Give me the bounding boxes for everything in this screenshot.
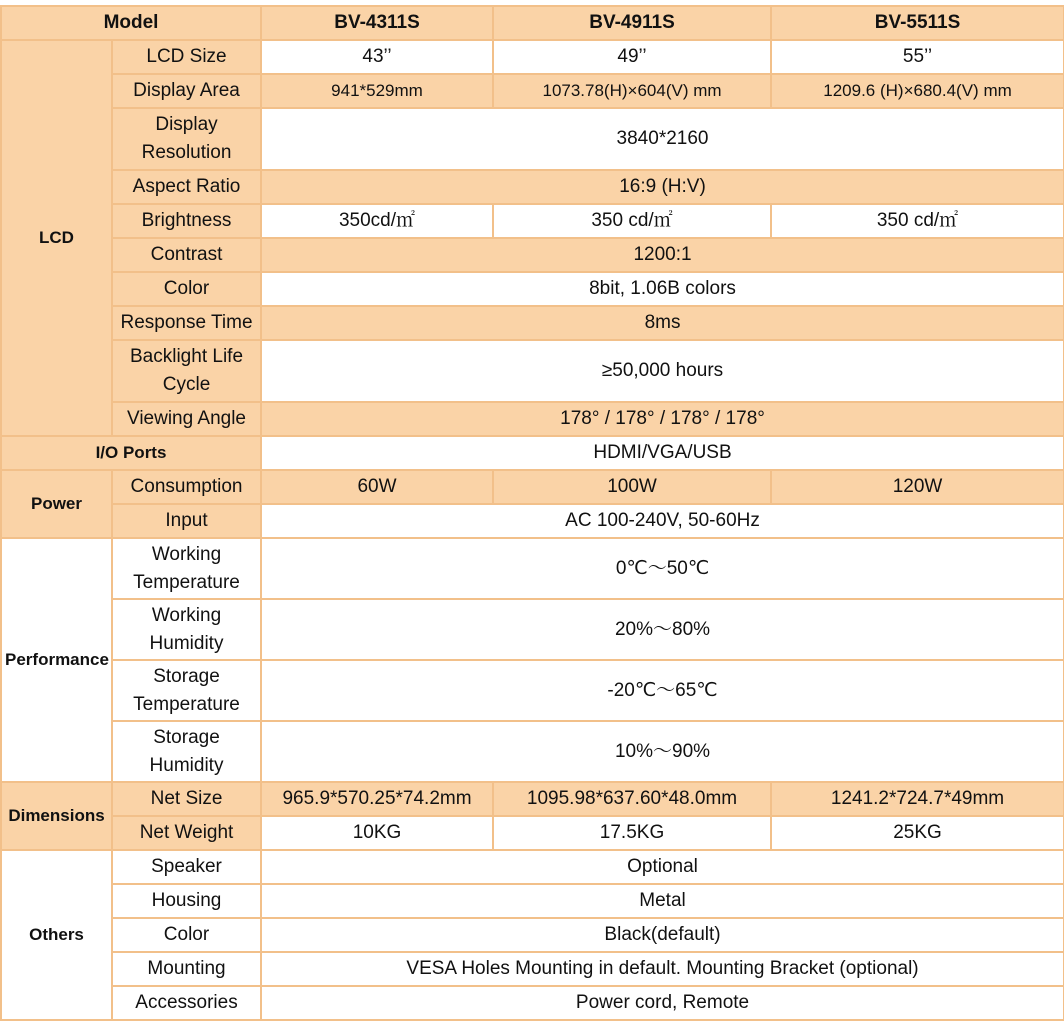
table-row — [1, 986, 1064, 1020]
header-model: Model — [1, 6, 261, 40]
cell-value: 350 cd/㎡ — [493, 204, 771, 238]
row-label: Backlight Life Cycle — [112, 340, 261, 402]
table-row — [1, 782, 1064, 816]
cell-value: 60W — [261, 470, 493, 504]
cell-value: Metal — [261, 884, 1064, 918]
cell-value: 55’’ — [771, 40, 1064, 74]
cell-value: AC 100-240V, 50-60Hz — [261, 504, 1064, 538]
cell-value: 0℃～50℃ — [261, 538, 1064, 599]
table-row — [1, 272, 1064, 306]
category-lcd: LCD — [1, 40, 112, 436]
table-row — [1, 170, 1064, 204]
cell-value: Power cord, Remote — [261, 986, 1064, 1020]
cell-value: 1200:1 — [261, 238, 1064, 272]
cell-value: 1241.2*724.7*49mm — [771, 782, 1064, 816]
table-row — [1, 816, 1064, 850]
cell-value: 350cd/㎡ — [261, 204, 493, 238]
row-label: Brightness — [112, 204, 261, 238]
row-label: Working Humidity — [112, 599, 261, 660]
row-label: Mounting — [112, 952, 261, 986]
cell-value: 20%～80% — [261, 599, 1064, 660]
cell-value: 350 cd/㎡ — [771, 204, 1064, 238]
cell-value: 10%～90% — [261, 721, 1064, 782]
cell-value: 100W — [493, 470, 771, 504]
header-model-3: BV-5511S — [771, 6, 1064, 40]
cell-value: 49’’ — [493, 40, 771, 74]
header-row — [1, 6, 1064, 40]
table-row — [1, 470, 1064, 504]
row-label: Aspect Ratio — [112, 170, 261, 204]
cell-value: 25KG — [771, 816, 1064, 850]
row-label: Consumption — [112, 470, 261, 504]
cell-value: 17.5KG — [493, 816, 771, 850]
row-label: LCD Size — [112, 40, 261, 74]
cell-value: 3840*2160 — [261, 108, 1064, 170]
table-row — [1, 204, 1064, 238]
row-label: Input — [112, 504, 261, 538]
row-label: Working Temperature — [112, 538, 261, 599]
row-label: Display Area — [112, 74, 261, 108]
cell-value: 120W — [771, 470, 1064, 504]
cell-value: VESA Holes Mounting in default. Mounting Bracket (optional) — [261, 952, 1064, 986]
row-label: Accessories — [112, 986, 261, 1020]
table-row — [1, 402, 1064, 436]
cell-value: ≥50,000 hours — [261, 340, 1064, 402]
row-label: Storage Humidity — [112, 721, 261, 782]
table-row — [1, 108, 1064, 170]
cell-value: Black(default) — [261, 918, 1064, 952]
cell-value: 1095.98*637.60*48.0mm — [493, 782, 771, 816]
table-row — [1, 884, 1064, 918]
table-row — [1, 436, 1064, 470]
category-dimensions: Dimensions — [1, 782, 112, 850]
row-label: Storage Temperature — [112, 660, 261, 721]
cell-value: 178° / 178° / 178° / 178° — [261, 402, 1064, 436]
category-io: I/O Ports — [1, 436, 261, 470]
table-row — [1, 538, 1064, 599]
row-label: Contrast — [112, 238, 261, 272]
row-label: Net Size — [112, 782, 261, 816]
row-label: Net Weight — [112, 816, 261, 850]
table-row — [1, 721, 1064, 782]
table-row — [1, 74, 1064, 108]
table-row — [1, 306, 1064, 340]
table-row — [1, 660, 1064, 721]
cell-value: 965.9*570.25*74.2mm — [261, 782, 493, 816]
cell-value: 8bit, 1.06B colors — [261, 272, 1064, 306]
cell-value: 8ms — [261, 306, 1064, 340]
table-row — [1, 918, 1064, 952]
category-power: Power — [1, 470, 112, 538]
cell-value: Optional — [261, 850, 1064, 884]
table-row — [1, 238, 1064, 272]
cell-value: 1073.78(H)×604(V) mm — [493, 74, 771, 108]
table-row — [1, 952, 1064, 986]
cell-value: 43’’ — [261, 40, 493, 74]
table-row — [1, 504, 1064, 538]
header-model-2: BV-4911S — [493, 6, 771, 40]
spec-table — [0, 5, 1064, 1021]
table-row — [1, 40, 1064, 74]
row-label: Display Resolution — [112, 108, 261, 170]
row-label: Speaker — [112, 850, 261, 884]
cell-value: HDMI/VGA/USB — [261, 436, 1064, 470]
category-performance: Performance — [1, 538, 112, 782]
table-row — [1, 340, 1064, 402]
row-label: Color — [112, 272, 261, 306]
cell-value: 1209.6 (H)×680.4(V) mm — [771, 74, 1064, 108]
row-label: Housing — [112, 884, 261, 918]
table-row — [1, 599, 1064, 660]
cell-value: 10KG — [261, 816, 493, 850]
table-row — [1, 850, 1064, 884]
row-label: Color — [112, 918, 261, 952]
row-label: Viewing Angle — [112, 402, 261, 436]
row-label: Response Time — [112, 306, 261, 340]
category-others: Others — [1, 850, 112, 1020]
header-model-1: BV-4311S — [261, 6, 493, 40]
cell-value: 941*529mm — [261, 74, 493, 108]
cell-value: 16:9 (H:V) — [261, 170, 1064, 204]
cell-value: -20℃～65℃ — [261, 660, 1064, 721]
